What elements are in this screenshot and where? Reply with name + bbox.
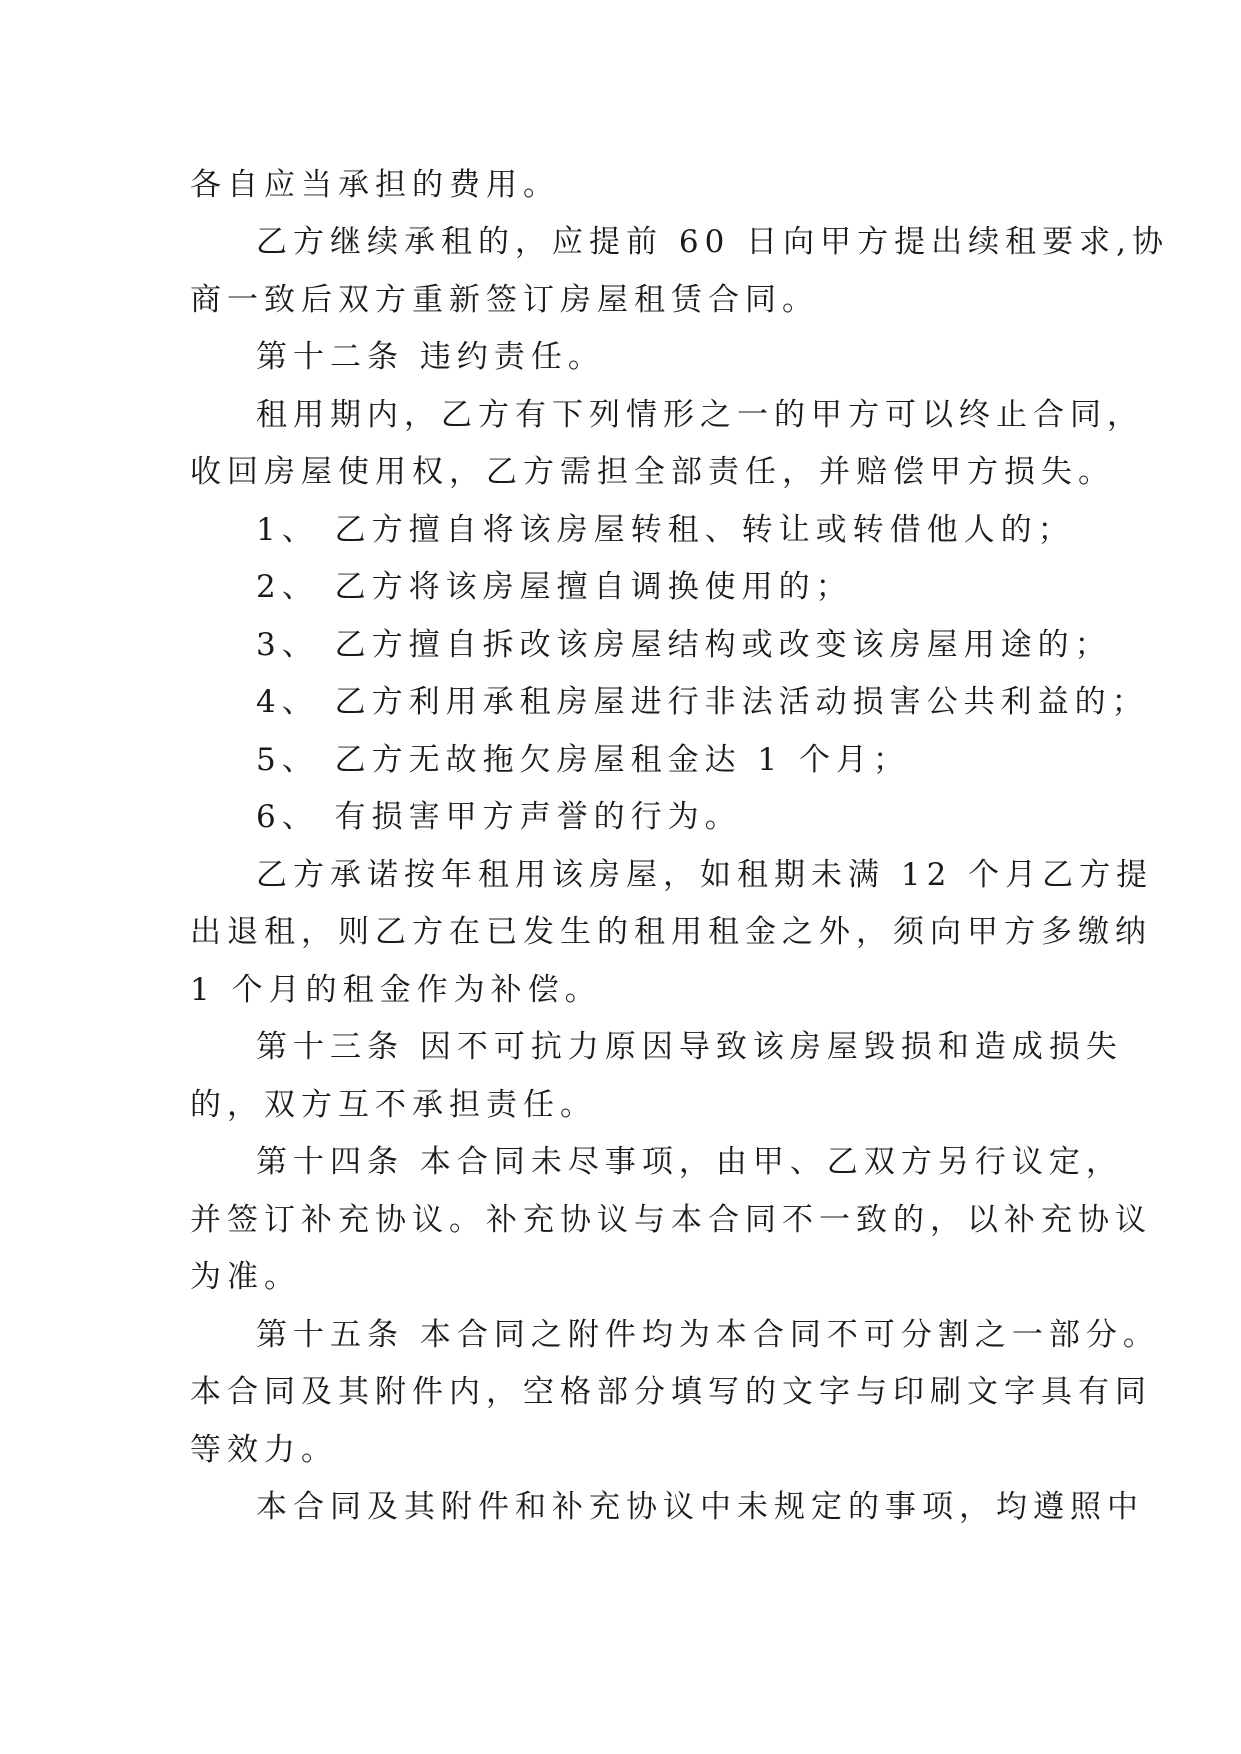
text-line: 等效力。 <box>190 1432 338 1468</box>
text-line: 为准。 <box>190 1259 301 1295</box>
list-item: 4、 乙方利用承租房屋进行非法活动损害公共利益的； <box>256 684 1149 720</box>
list-item: 2、 乙方将该房屋擅自调换使用的； <box>256 569 853 605</box>
text-line: 并签订补充协议。补充协议与本合同不一致的，以补充协议 <box>190 1202 1152 1238</box>
text-line: 第十四条 本合同未尽事项，由甲、乙双方另行议定， <box>256 1144 1123 1180</box>
text-line: 本合同及其附件和补充协议中未规定的事项，均遵照中 <box>256 1489 1144 1525</box>
text-line: 乙方承诺按年租用该房屋，如租期未满 12 个月乙方提 <box>256 857 1154 893</box>
text-line: 收回房屋使用权，乙方需担全部责任，并赔偿甲方损失。 <box>190 454 1115 490</box>
list-item: 6、 有损害甲方声誉的行为。 <box>256 799 742 835</box>
text-line: 第十二条 违约责任。 <box>256 339 605 375</box>
text-line: 1 个月的租金作为补偿。 <box>190 972 602 1008</box>
text-line: 乙方继续承租的，应提前 60 日向甲方提出续租要求,协 <box>256 224 1170 260</box>
text-line: 各自应当承担的费用。 <box>190 167 560 203</box>
text-line: 租用期内，乙方有下列情形之一的甲方可以终止合同， <box>256 397 1144 433</box>
text-line: 第十五条 本合同之附件均为本合同不可分割之一部分。 <box>256 1317 1160 1353</box>
text-line: 商一致后双方重新签订房屋租赁合同。 <box>190 282 819 318</box>
text-line: 的，双方互不承担责任。 <box>190 1087 597 1123</box>
text-line: 第十三条 因不可抗力原因导致该房屋毁损和造成损失 <box>256 1029 1123 1065</box>
list-item: 5、 乙方无故拖欠房屋租金达 1 个月； <box>256 742 911 778</box>
text-line: 本合同及其附件内，空格部分填写的文字与印刷文字具有同 <box>190 1374 1152 1410</box>
list-item: 1、 乙方擅自将该房屋转租、转让或转借他人的； <box>256 512 1075 548</box>
text-line: 出退租，则乙方在已发生的租用租金之外，须向甲方多缴纳 <box>190 914 1152 950</box>
list-item: 3、 乙方擅自拆改该房屋结构或改变该房屋用途的； <box>256 627 1112 663</box>
